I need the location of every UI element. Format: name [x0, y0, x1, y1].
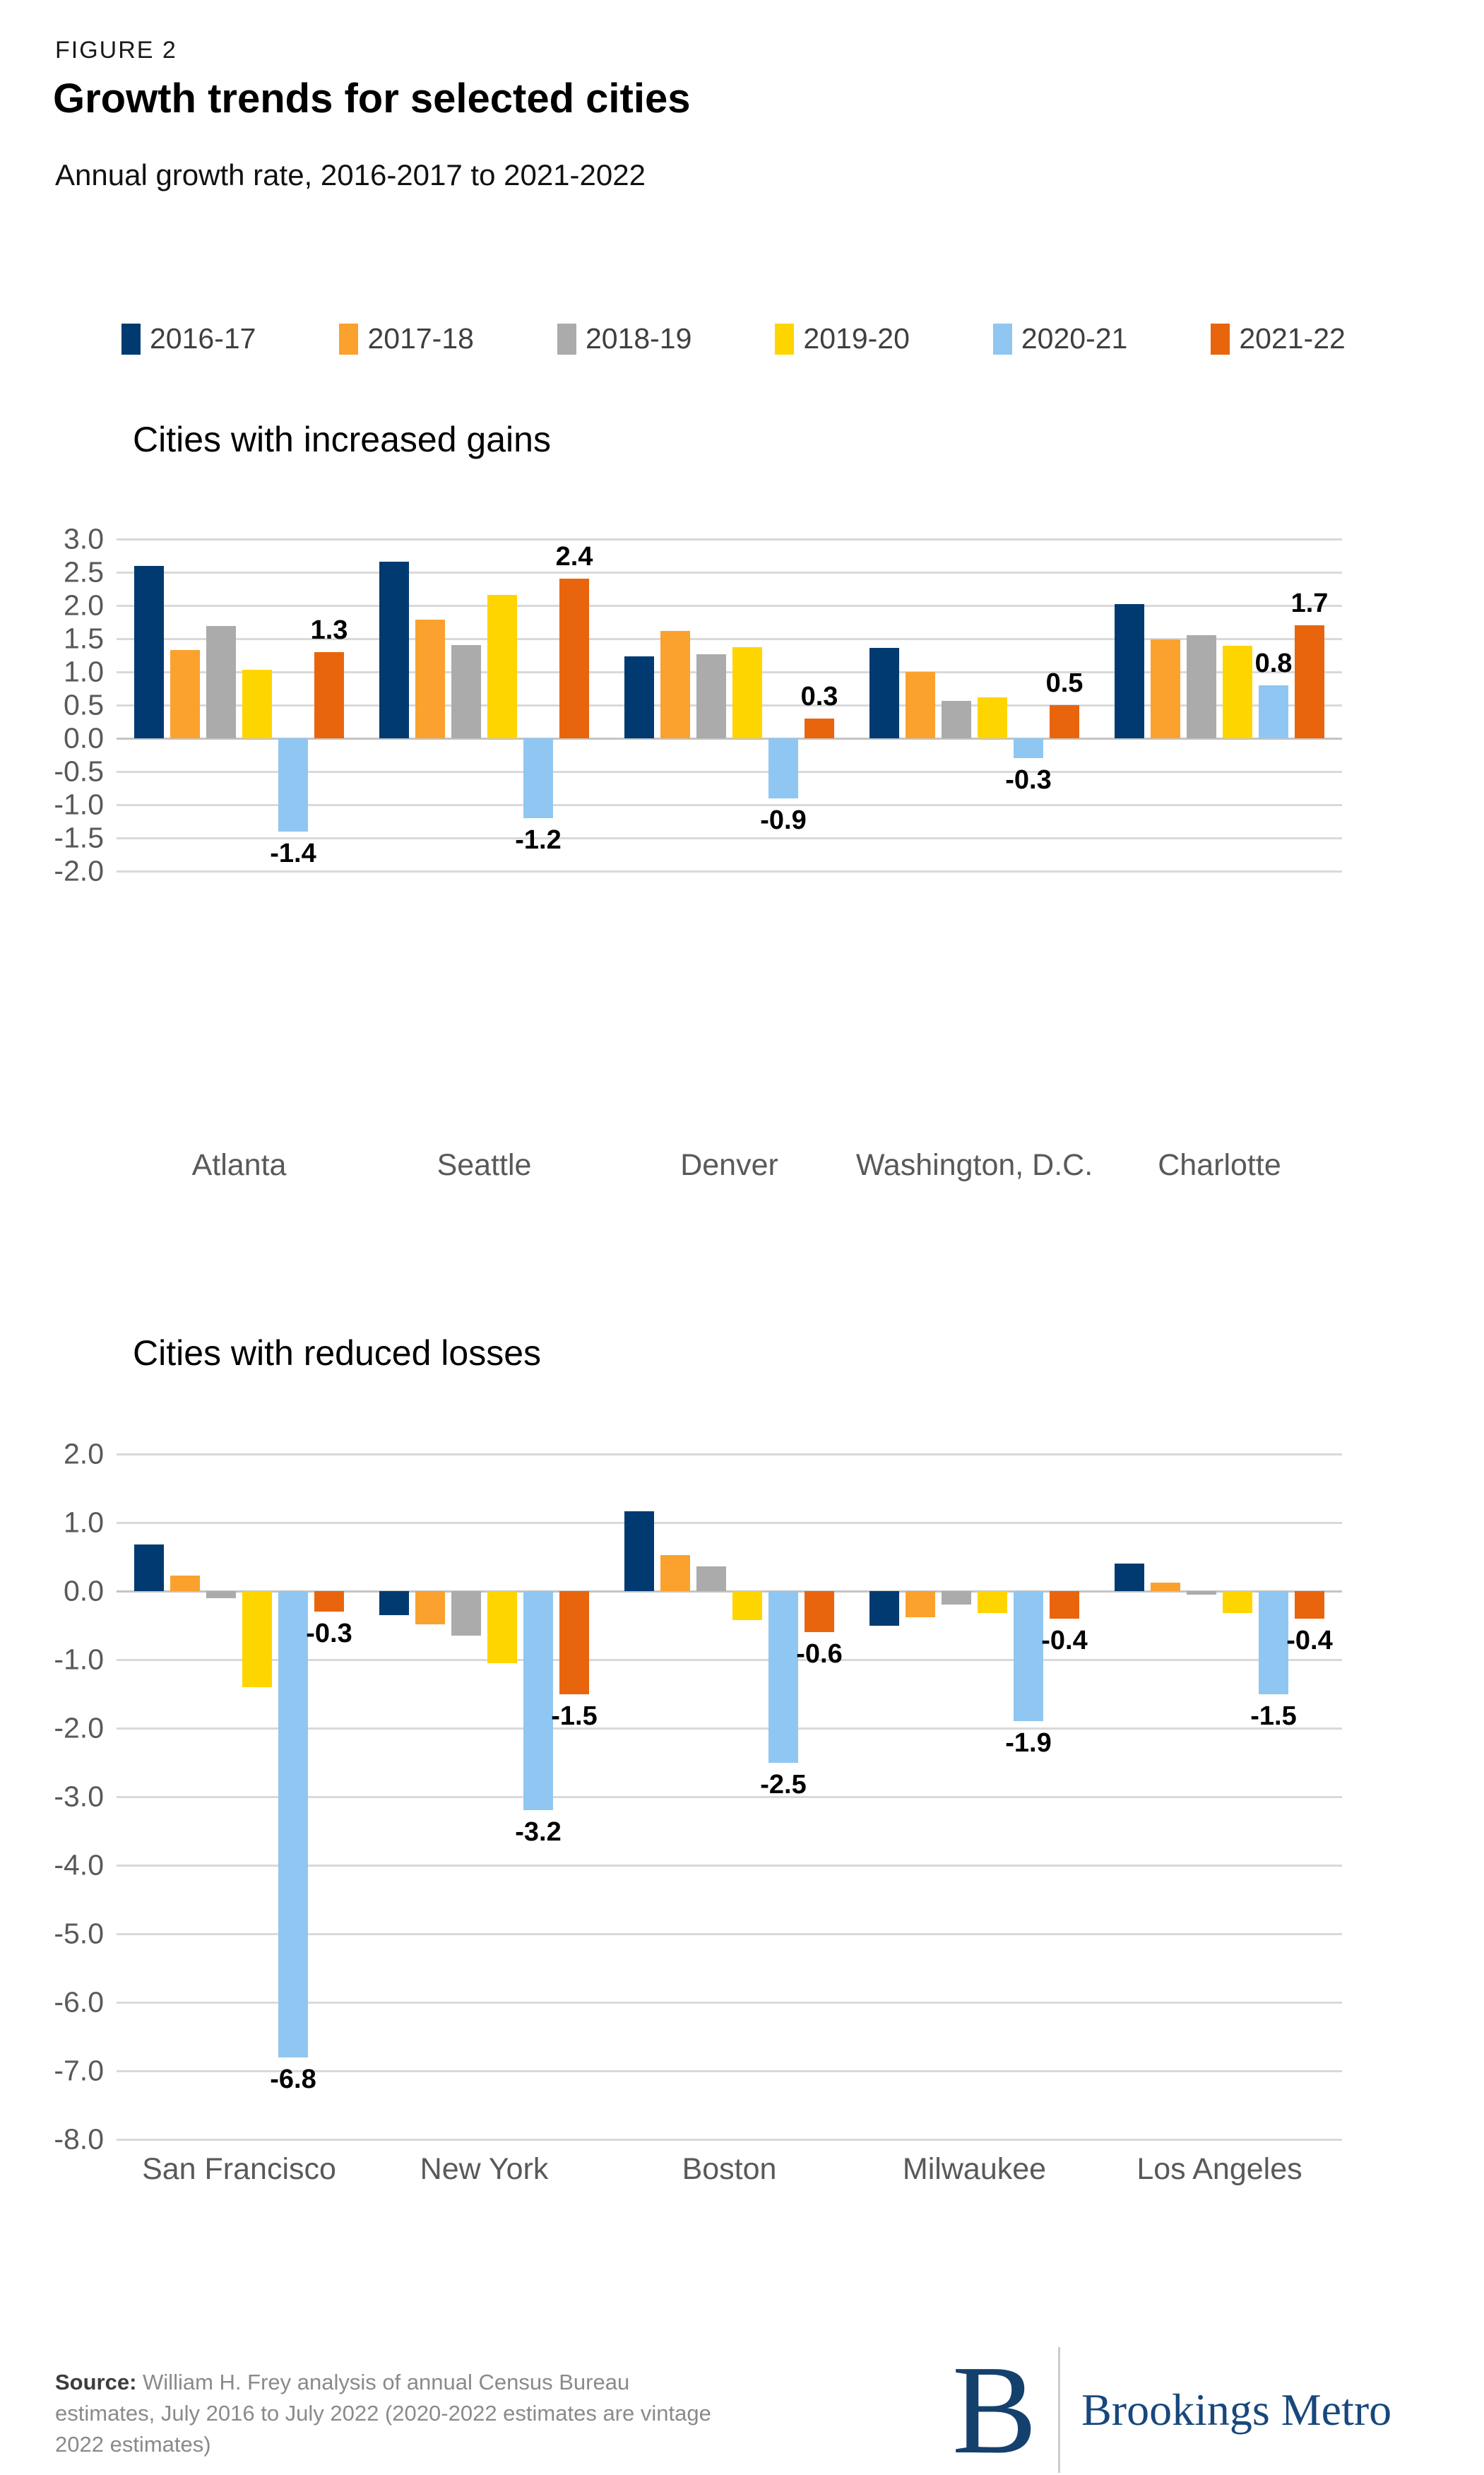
bar-2018-19	[451, 645, 481, 738]
bar-2020-21	[1014, 1591, 1043, 1721]
bar-value-label: -1.9	[1005, 1728, 1052, 1759]
bar-groups	[117, 539, 1342, 871]
bar-column	[906, 539, 935, 871]
legend-label: 2020-21	[1021, 322, 1128, 355]
x-category-label: Seattle	[437, 1148, 532, 1182]
bar-group-Denver	[607, 539, 852, 871]
bar-column	[978, 539, 1007, 871]
legend-swatch-icon	[993, 324, 1012, 355]
bar-value-label: -1.2	[515, 825, 562, 855]
bar-2016-17	[869, 648, 899, 738]
bar-2019-20	[1223, 1591, 1252, 1613]
x-category-label: Atlanta	[191, 1148, 287, 1182]
bar-column	[1045, 539, 1084, 871]
bar-2017-18	[906, 672, 935, 738]
bar-2021-22	[805, 719, 834, 738]
bar-column	[379, 1454, 409, 2139]
bar-column	[732, 1454, 762, 2139]
bar-column	[1005, 539, 1052, 871]
bar-column	[624, 1454, 654, 2139]
y-tick-label: -2.0	[54, 1711, 104, 1744]
bar-column	[551, 1454, 598, 2139]
bar-column	[555, 539, 593, 871]
y-tick-label: 0.5	[64, 688, 104, 721]
bar-2021-22	[559, 1591, 589, 1694]
bar-value-label: -0.3	[1005, 765, 1052, 796]
bar-2018-19	[696, 1566, 726, 1591]
y-tick-label: 1.0	[64, 655, 104, 688]
bar-column	[451, 539, 481, 871]
legend-label: 2016-17	[150, 322, 256, 355]
bar-2021-22	[1295, 625, 1324, 738]
bar-2016-17	[134, 1544, 164, 1591]
y-tick-label: -4.0	[54, 1848, 104, 1882]
source-text: William H. Frey analysis of annual Census Bureau estimates, July 2016 to July 2022 (2020-2022 estimates are vintage 2022 estimates)	[55, 2370, 711, 2457]
bar-group-New York	[362, 1454, 607, 2139]
figure-title: Growth trends for selected cities	[53, 76, 691, 122]
bar-value-label: 0.3	[800, 681, 838, 711]
bar-value-label: -3.2	[515, 1817, 562, 1848]
bar-column	[270, 539, 316, 871]
bar-column	[1151, 1454, 1180, 2139]
y-tick-label: 2.5	[64, 555, 104, 589]
bar-2020-21	[278, 738, 308, 832]
legend-item-2021-22	[1211, 322, 1345, 355]
bar-column	[760, 1454, 807, 2139]
bar-column	[242, 539, 272, 871]
bar-column	[170, 539, 200, 871]
bar-2017-18	[906, 1591, 935, 1617]
bar-column	[696, 539, 726, 871]
bar-column	[869, 1454, 899, 2139]
bar-column	[170, 1454, 200, 2139]
bar-column	[487, 1454, 517, 2139]
logo-divider	[1058, 2347, 1060, 2473]
bar-column	[760, 539, 807, 871]
bar-value-label: 1.3	[310, 615, 348, 645]
bar-2021-22	[314, 652, 344, 738]
bar-2017-18	[660, 1555, 690, 1591]
y-tick-label: 1.5	[64, 622, 104, 655]
legend-label: 2021-22	[1239, 322, 1346, 355]
bar-2017-18	[415, 620, 445, 738]
bar-column	[978, 1454, 1007, 2139]
bar-2019-20	[732, 647, 762, 738]
bar-2021-22	[1295, 1591, 1324, 1619]
bar-column	[515, 1454, 562, 2139]
brookings-logo	[952, 2339, 1392, 2475]
bar-2018-19	[206, 626, 236, 738]
bar-2018-19	[206, 1591, 236, 1598]
x-axis-labels-increased-gains	[117, 1148, 1342, 1183]
bar-column	[1250, 1454, 1297, 2139]
bar-value-label: -0.4	[1286, 1625, 1333, 1655]
legend-swatch-icon	[775, 324, 794, 355]
bar-2020-21	[523, 738, 553, 818]
legend-swatch-icon	[557, 324, 576, 355]
legend-label: 2018-19	[585, 322, 692, 355]
y-tick-label: -1.0	[54, 788, 104, 821]
x-category-label: Denver	[680, 1148, 778, 1182]
bar-value-label: 2.4	[555, 542, 593, 572]
y-tick-label: 3.0	[64, 522, 104, 555]
bar-2020-21	[523, 1591, 553, 1810]
bar-column	[1187, 539, 1216, 871]
bar-column	[242, 1454, 272, 2139]
bar-value-label: -0.6	[796, 1639, 843, 1670]
bar-column	[1223, 539, 1252, 871]
bar-2018-19	[1187, 635, 1216, 738]
bar-column	[379, 539, 409, 871]
bar-2016-17	[869, 1591, 899, 1626]
bar-2021-22	[805, 1591, 834, 1632]
bar-column	[942, 539, 971, 871]
bar-column	[415, 539, 445, 871]
legend-label: 2017-18	[367, 322, 474, 355]
bar-value-label: -0.4	[1041, 1625, 1088, 1655]
bar-value-label: -6.8	[270, 2064, 316, 2094]
bar-group-Los Angeles	[1097, 1454, 1342, 2139]
bar-column	[624, 539, 654, 871]
x-category-label: Boston	[682, 2152, 777, 2186]
bar-2018-19	[942, 1591, 971, 1605]
bar-column	[1290, 539, 1329, 871]
bar-2020-21	[1259, 1591, 1288, 1694]
y-tick-label: -1.5	[54, 821, 104, 854]
bar-2017-18	[415, 1591, 445, 1624]
legend-item-2020-21	[993, 322, 1127, 355]
y-tick-label: -5.0	[54, 1917, 104, 1950]
bar-column	[906, 1454, 935, 2139]
y-tick-label: -3.0	[54, 1780, 104, 1813]
bar-column	[1115, 1454, 1144, 2139]
bar-column	[134, 539, 164, 871]
bar-2020-21	[1259, 685, 1288, 738]
bar-2021-22	[1050, 1591, 1079, 1619]
bar-2019-20	[978, 697, 1007, 738]
legend-swatch-icon	[1211, 324, 1230, 355]
y-tick-label: 2.0	[64, 589, 104, 622]
bar-value-label: -0.3	[306, 1619, 352, 1649]
bar-2021-22	[559, 579, 589, 738]
legend-swatch-icon	[121, 324, 141, 355]
bar-column	[1151, 539, 1180, 871]
bar-2019-20	[242, 1591, 272, 1687]
bar-column	[1223, 1454, 1252, 2139]
bar-value-label: 0.5	[1045, 668, 1084, 698]
bar-value-label: 1.7	[1290, 589, 1329, 619]
legend-label: 2019-20	[803, 322, 910, 355]
source-label: Source:	[55, 2370, 137, 2394]
bar-2020-21	[768, 738, 798, 798]
bar-group-San Francisco	[117, 1454, 362, 2139]
bar-column	[1254, 539, 1293, 871]
x-category-label: New York	[420, 2152, 549, 2186]
bar-2019-20	[487, 1591, 517, 1663]
legend-swatch-icon	[339, 324, 358, 355]
bar-column	[1115, 539, 1144, 871]
x-axis-labels-reduced-losses	[117, 2152, 1342, 2187]
bar-column	[1286, 1454, 1333, 2139]
bar-group-Atlanta	[117, 539, 362, 871]
y-tick-label: 1.0	[64, 1506, 104, 1539]
bar-2018-19	[1187, 1591, 1216, 1595]
plot-reduced-losses	[54, 1437, 1342, 2156]
bar-2017-18	[170, 1576, 200, 1591]
legend	[121, 322, 1346, 355]
legend-item-2018-19	[557, 322, 691, 355]
bar-2019-20	[732, 1591, 762, 1620]
bar-column	[310, 539, 348, 871]
bar-column	[732, 539, 762, 871]
plot-increased-gains	[54, 522, 1342, 887]
bar-column	[869, 539, 899, 871]
bar-2016-17	[1115, 604, 1144, 738]
bar-column	[451, 1454, 481, 2139]
bar-2019-20	[1223, 646, 1252, 738]
y-tick-label: -8.0	[54, 2122, 104, 2156]
bar-2016-17	[379, 562, 409, 738]
bar-column	[134, 1454, 164, 2139]
chart-title-increased-gains: Cities with increased gains	[133, 420, 551, 459]
bar-column	[306, 1454, 352, 2139]
y-tick-label: -6.0	[54, 1985, 104, 2019]
y-tick-label: -7.0	[54, 2054, 104, 2087]
brookings-metro-wordmark: Brookings Metro	[1081, 2385, 1392, 2435]
bar-column	[796, 1454, 843, 2139]
bar-2017-18	[660, 631, 690, 738]
bar-2017-18	[1151, 639, 1180, 738]
bar-groups	[117, 1454, 1342, 2139]
x-category-label: Milwaukee	[902, 2152, 1047, 2186]
bar-group-Milwaukee	[852, 1454, 1097, 2139]
bar-2020-21	[768, 1591, 798, 1763]
bar-2016-17	[624, 1511, 654, 1591]
bar-column	[660, 539, 690, 871]
bar-column	[1005, 1454, 1052, 2139]
legend-item-2016-17	[121, 322, 256, 355]
bar-column	[696, 1454, 726, 2139]
bar-2016-17	[134, 566, 164, 738]
legend-item-2017-18	[339, 322, 473, 355]
bar-2016-17	[624, 656, 654, 738]
bar-2019-20	[242, 670, 272, 738]
bar-column	[660, 1454, 690, 2139]
figure-subtitle: Annual growth rate, 2016-2017 to 2021-2022	[55, 158, 646, 191]
x-category-label: San Francisco	[142, 2152, 336, 2186]
bar-value-label: -1.5	[551, 1701, 598, 1731]
y-tick-label: 2.0	[64, 1437, 104, 1470]
bar-2018-19	[451, 1591, 481, 1636]
bar-2020-21	[1014, 738, 1043, 758]
bar-column	[515, 539, 562, 871]
bar-group-Boston	[607, 1454, 852, 2139]
bar-group-Washington, D.C.	[852, 539, 1097, 871]
y-tick-label: 0.0	[64, 1574, 104, 1607]
bar-2021-22	[314, 1591, 344, 1612]
bar-2019-20	[487, 595, 517, 738]
bar-2016-17	[379, 1591, 409, 1615]
bar-value-label: -2.5	[760, 1769, 807, 1800]
bar-group-Charlotte	[1097, 539, 1342, 871]
x-category-label: Washington, D.C.	[855, 1148, 1093, 1182]
x-category-label: Charlotte	[1158, 1148, 1281, 1182]
bar-value-label: -1.5	[1250, 1701, 1297, 1731]
x-category-label: Los Angeles	[1136, 2152, 1302, 2186]
bar-2019-20	[978, 1591, 1007, 1613]
legend-item-2019-20	[775, 322, 909, 355]
bar-column	[206, 1454, 236, 2139]
bar-2021-22	[1050, 705, 1079, 738]
bar-value-label: 0.8	[1254, 648, 1293, 678]
bar-column	[270, 1454, 316, 2139]
bar-value-label: -1.4	[270, 838, 316, 868]
bar-2018-19	[696, 654, 726, 738]
bar-column	[1187, 1454, 1216, 2139]
bar-2020-21	[278, 1591, 308, 2057]
y-tick-label: -1.0	[54, 1643, 104, 1676]
chart-title-reduced-losses: Cities with reduced losses	[133, 1333, 542, 1373]
source-note	[55, 2367, 712, 2460]
y-tick-label: 0.0	[64, 721, 104, 755]
bar-2017-18	[1151, 1583, 1180, 1591]
bar-column	[800, 539, 838, 871]
y-tick-label: -0.5	[54, 755, 104, 788]
bar-2017-18	[170, 650, 200, 738]
bar-value-label: -0.9	[760, 805, 807, 835]
bar-column	[206, 539, 236, 871]
bar-column	[942, 1454, 971, 2139]
y-tick-label: -2.0	[54, 854, 104, 887]
brookings-b-icon: B	[952, 2339, 1038, 2475]
bar-column	[1041, 1454, 1088, 2139]
figure-eyebrow: FIGURE 2	[55, 37, 177, 64]
bar-2018-19	[942, 701, 971, 738]
bar-group-Seattle	[362, 539, 607, 871]
bar-2016-17	[1115, 1564, 1144, 1591]
bar-column	[415, 1454, 445, 2139]
bar-column	[487, 539, 517, 871]
